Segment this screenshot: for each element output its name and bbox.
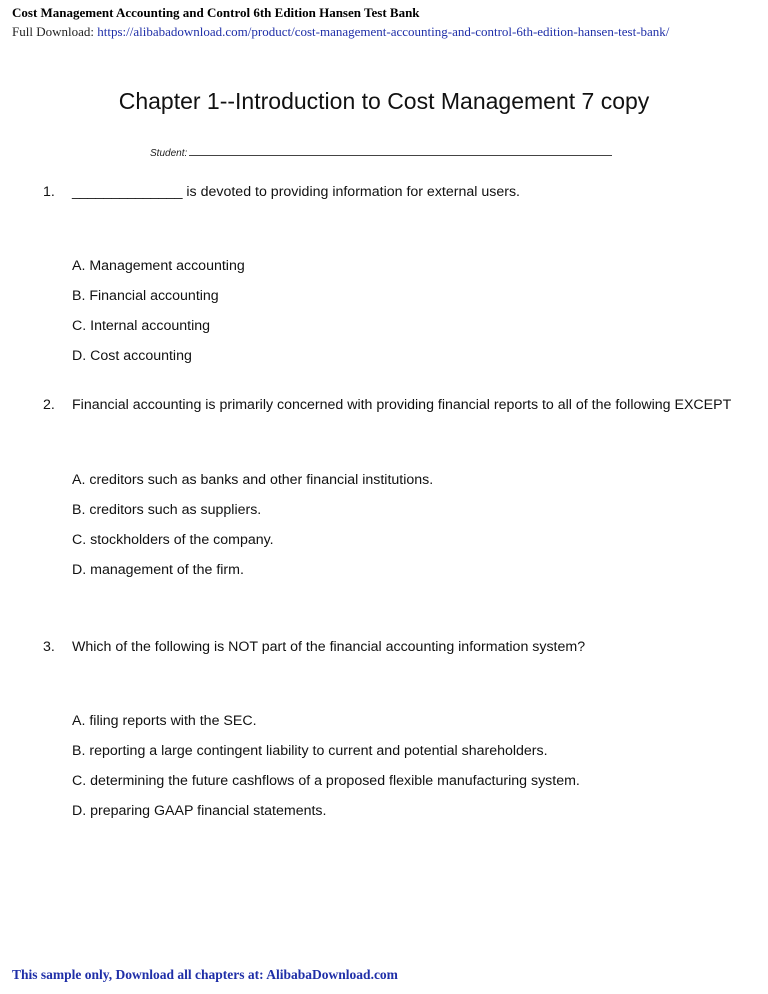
question-text: ______________ is devoted to providing information for external users. <box>72 184 520 200</box>
answer-options <box>72 465 733 585</box>
answer-option-d: D. Cost accounting <box>72 348 192 364</box>
answer-options <box>72 706 733 826</box>
download-link[interactable]: https://alibabadownload.com/product/cost-management-accounting-and-control-6th-edition-hansen-test-bank/ <box>97 24 670 39</box>
question-3 <box>43 633 733 826</box>
answer-options <box>72 251 733 371</box>
answer-option-c: C. determining the future cashflows of a proposed flexible manufacturing system. <box>72 773 580 789</box>
download-label: Full Download: <box>12 24 94 39</box>
chapter-title: Chapter 1--Introduction to Cost Management 7 copy <box>118 88 650 114</box>
answer-option-b: B. Financial accounting <box>72 288 219 304</box>
question-number: 2. <box>43 397 55 413</box>
question-text: Which of the following is NOT part of the financial accounting information system? <box>72 639 586 655</box>
answer-option-a: A. filing reports with the SEC. <box>72 713 257 729</box>
student-name-line <box>150 146 612 159</box>
question-2 <box>43 391 733 585</box>
student-name-blank <box>189 146 612 156</box>
question-text: Financial accounting is primarily concerned with providing financial reports to all of the following EXCEPT <box>72 397 732 413</box>
answer-option-c: C. stockholders of the company. <box>72 532 274 548</box>
question-1 <box>43 178 733 371</box>
answer-option-d: D. management of the firm. <box>72 562 244 578</box>
answer-option-d: D. preparing GAAP financial statements. <box>72 803 327 819</box>
page-header <box>12 3 669 41</box>
question-number: 3. <box>43 639 55 655</box>
answer-option-a: A. Management accounting <box>72 258 245 274</box>
question-number: 1. <box>43 184 55 200</box>
answer-option-a: A. creditors such as banks and other financial institutions. <box>72 472 434 488</box>
answer-option-b: B. reporting a large contingent liability to current and potential shareholders. <box>72 743 548 759</box>
answer-option-c: C. Internal accounting <box>72 318 211 334</box>
header-download-line <box>12 22 669 41</box>
student-label: Student: <box>150 148 188 159</box>
header-title: Cost Management Accounting and Control 6th Edition Hansen Test Bank <box>12 5 420 20</box>
answer-option-b: B. creditors such as suppliers. <box>72 502 262 518</box>
download-footer[interactable]: This sample only, Download all chapters at: AlibabaDownload.com <box>12 967 398 982</box>
